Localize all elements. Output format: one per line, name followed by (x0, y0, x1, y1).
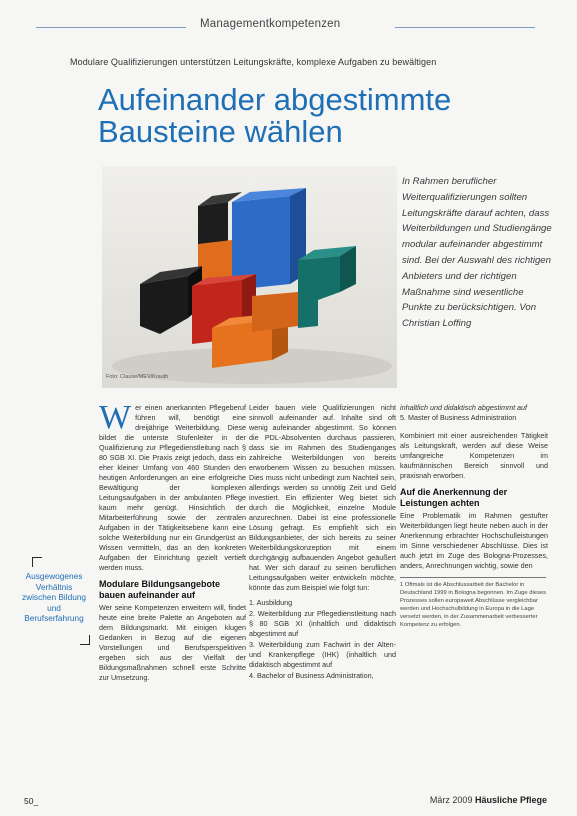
subheading: Auf die Anerkennung der Leistungen achten (400, 487, 508, 508)
list-item: 3. Weiterbildung zum Fachwirt in der Alten- und Krankenpflege (IHK) (inhaltlich und didaktisch abgestimmt auf (249, 640, 396, 669)
pull-quote-corner-bottom (80, 635, 90, 645)
qualification-list (249, 598, 396, 681)
lead-paragraph: In Rahmen beruflicher Weiterqualifizierungen sollten Leitungskräfte darauf achten, dass Weiterbildungen und Studiengänge modular aufeinander abgestimmt sind. Bei der Auswahl des richtigen Anbieters und der richtigen Maßnahme sind wesentliche Punkte zu berücksichtigen. Von Christian Loffing (402, 176, 552, 330)
pull-quote-text: Ausgewogenes Verhältnis zwischen Bildung und Berufserfahrung (21, 571, 87, 623)
issue-info (430, 795, 547, 805)
header-rule-left (36, 27, 186, 28)
body-paragraph: Eine Problematik im Rahmen gestufter Weiterbildungen liegt heute neben auch in der Anerkennung erbrachter Hochschulleistungen im Sinne verschiedener Abschlüsse. Dies ist auch jetzt im Zuge des Bologna-Prozesses, anders, Anrechnungen wichtig, sowie den (400, 511, 548, 570)
body-column-2 (249, 403, 396, 682)
list-item: 4. Bachelor of Business Administration, (249, 671, 374, 680)
body-column-3 (400, 403, 548, 629)
page-number: 50_ (24, 796, 39, 806)
photo-credit: Foto: Clause/MEV/Krauth (106, 374, 169, 380)
subheading: Modulare Bildungsangebote bauen aufeinander auf (99, 579, 221, 600)
body-paragraph: Leider bauen viele Qualifizierungen nicht sinnvoll aufeinander auf. Inhalte sind oft wenig aufeinander abgestimmt. So können die PDL-Absolventen durchaus passieren, dass sie im Rahmen des Studienganges zahlreiche Weiterbildungen von bereits erworbenem Wissen zu besuchen müssen. Dies muss nicht unbedingt zum Nachteil sein, allerdings werden so unnötig Zeit und Geld investiert. Ein effizienter Weg bietet sich durch die Möglichkeit, einzelne Module anzurechnen. Dabei ist eine professionelle Lösung gefragt. Es empfiehlt sich ein Bildungsanbieter, der sich bereits zu seiner Weiterbildungskonzeption mit einem durchgängig aufbauenden Angebot geäußert hat. Wer sich darauf zu seinen beruflichen Leitungsaufgaben weiter entwickeln möchte, könnte das zum Beispiel wie folgt tun: (249, 403, 396, 592)
kicker: Modulare Qualifizierungen unterstützen Leitungskräfte, komplexe Aufgaben zu bewältigen (70, 57, 437, 67)
body-paragraph: er einen anerkannten Pflegeberuf führen will, benötigt eine dreijährige Weiterbildung. Diese bildet die unterste Stufenleiter in der Qualifizierung zur Pflegedienstleitung nach § 80 SGB XI. Die Praxis zeigt jedoch, dass ein eher kleiner Umfang von 460 Stunden den heutigen Anforderungen an eine erfolgreiche Bewältigung der komplexen Leitungsaufgaben in der ambulanten Pflege kaum mehr genügt. Hinsichtlich der Mitarbeiterführung sowie der zentralen Aufgaben in der Tätigkeitsebene kann eine solche Weiterbildung nur ein Grundgerüst an Wissen vermitteln, das an den konkreten Aufgaben der Einrichtung gezielt vertieft werden muss. (99, 403, 246, 572)
footnote-rule (400, 577, 546, 578)
section-title: Managementkompetenzen (200, 18, 341, 30)
footnote: 1 Oftmals ist die Abschlussarbeit der Bachelor in Deutschland 1999 in Bologna begonnen. Im Zuge dieses Prozesses sollen europaweit Abschlüsse vergleichbar werden und Hochschulbildung in Europa in die Lage versetzt werden, in der Zusammenarbeit verbesserter Kompetenz zu erfolgen. (400, 582, 546, 628)
list-item: 1. Ausbildung (249, 598, 293, 607)
body-column-1 (99, 399, 246, 683)
list-item: 5. Master of Business Administration (400, 413, 517, 422)
headline: Aufeinander abgestimmte Bausteine wählen (98, 82, 452, 149)
magazine-name: Häusliche Pflege (474, 795, 547, 805)
pull-quote-corner-top (32, 557, 42, 567)
body-paragraph: Kombiniert mit einer ausreichenden Tätigkeit als Leitungskraft, werden auf diese Weise umfangreiche Kompetenzen im kaufmännischen Bereich sinnvoll und praxisnah erworben. (400, 431, 548, 480)
issue-date: März 2009 (429, 795, 473, 805)
list-item: 2. Weiterbildung zur Pflegedienstleitung nach § 80 SGB XI (inhaltlich und didaktisch abgestimmt auf (249, 609, 396, 638)
building-blocks-photo (102, 166, 397, 388)
header-rule-right (395, 27, 535, 28)
body-paragraph: Wer seine Kompetenzen erweitern will, findet heute eine breite Palette an Angeboten auf dem Bildungsmarkt. Mit einigen klugen Gedanken in Bezug auf die eigenen Vorstellungen und Berufsperspektiven ergeben sich aus der Vielfalt der Bildungsmaßnahmen schnell erste Schritte zur Umsetzung. (99, 603, 246, 682)
body-paragraph: inhaltlich und didaktisch abgestimmt auf (400, 403, 528, 412)
blocks-illustration (102, 166, 397, 388)
pull-quote (21, 565, 87, 635)
dropcap: W (99, 399, 132, 436)
